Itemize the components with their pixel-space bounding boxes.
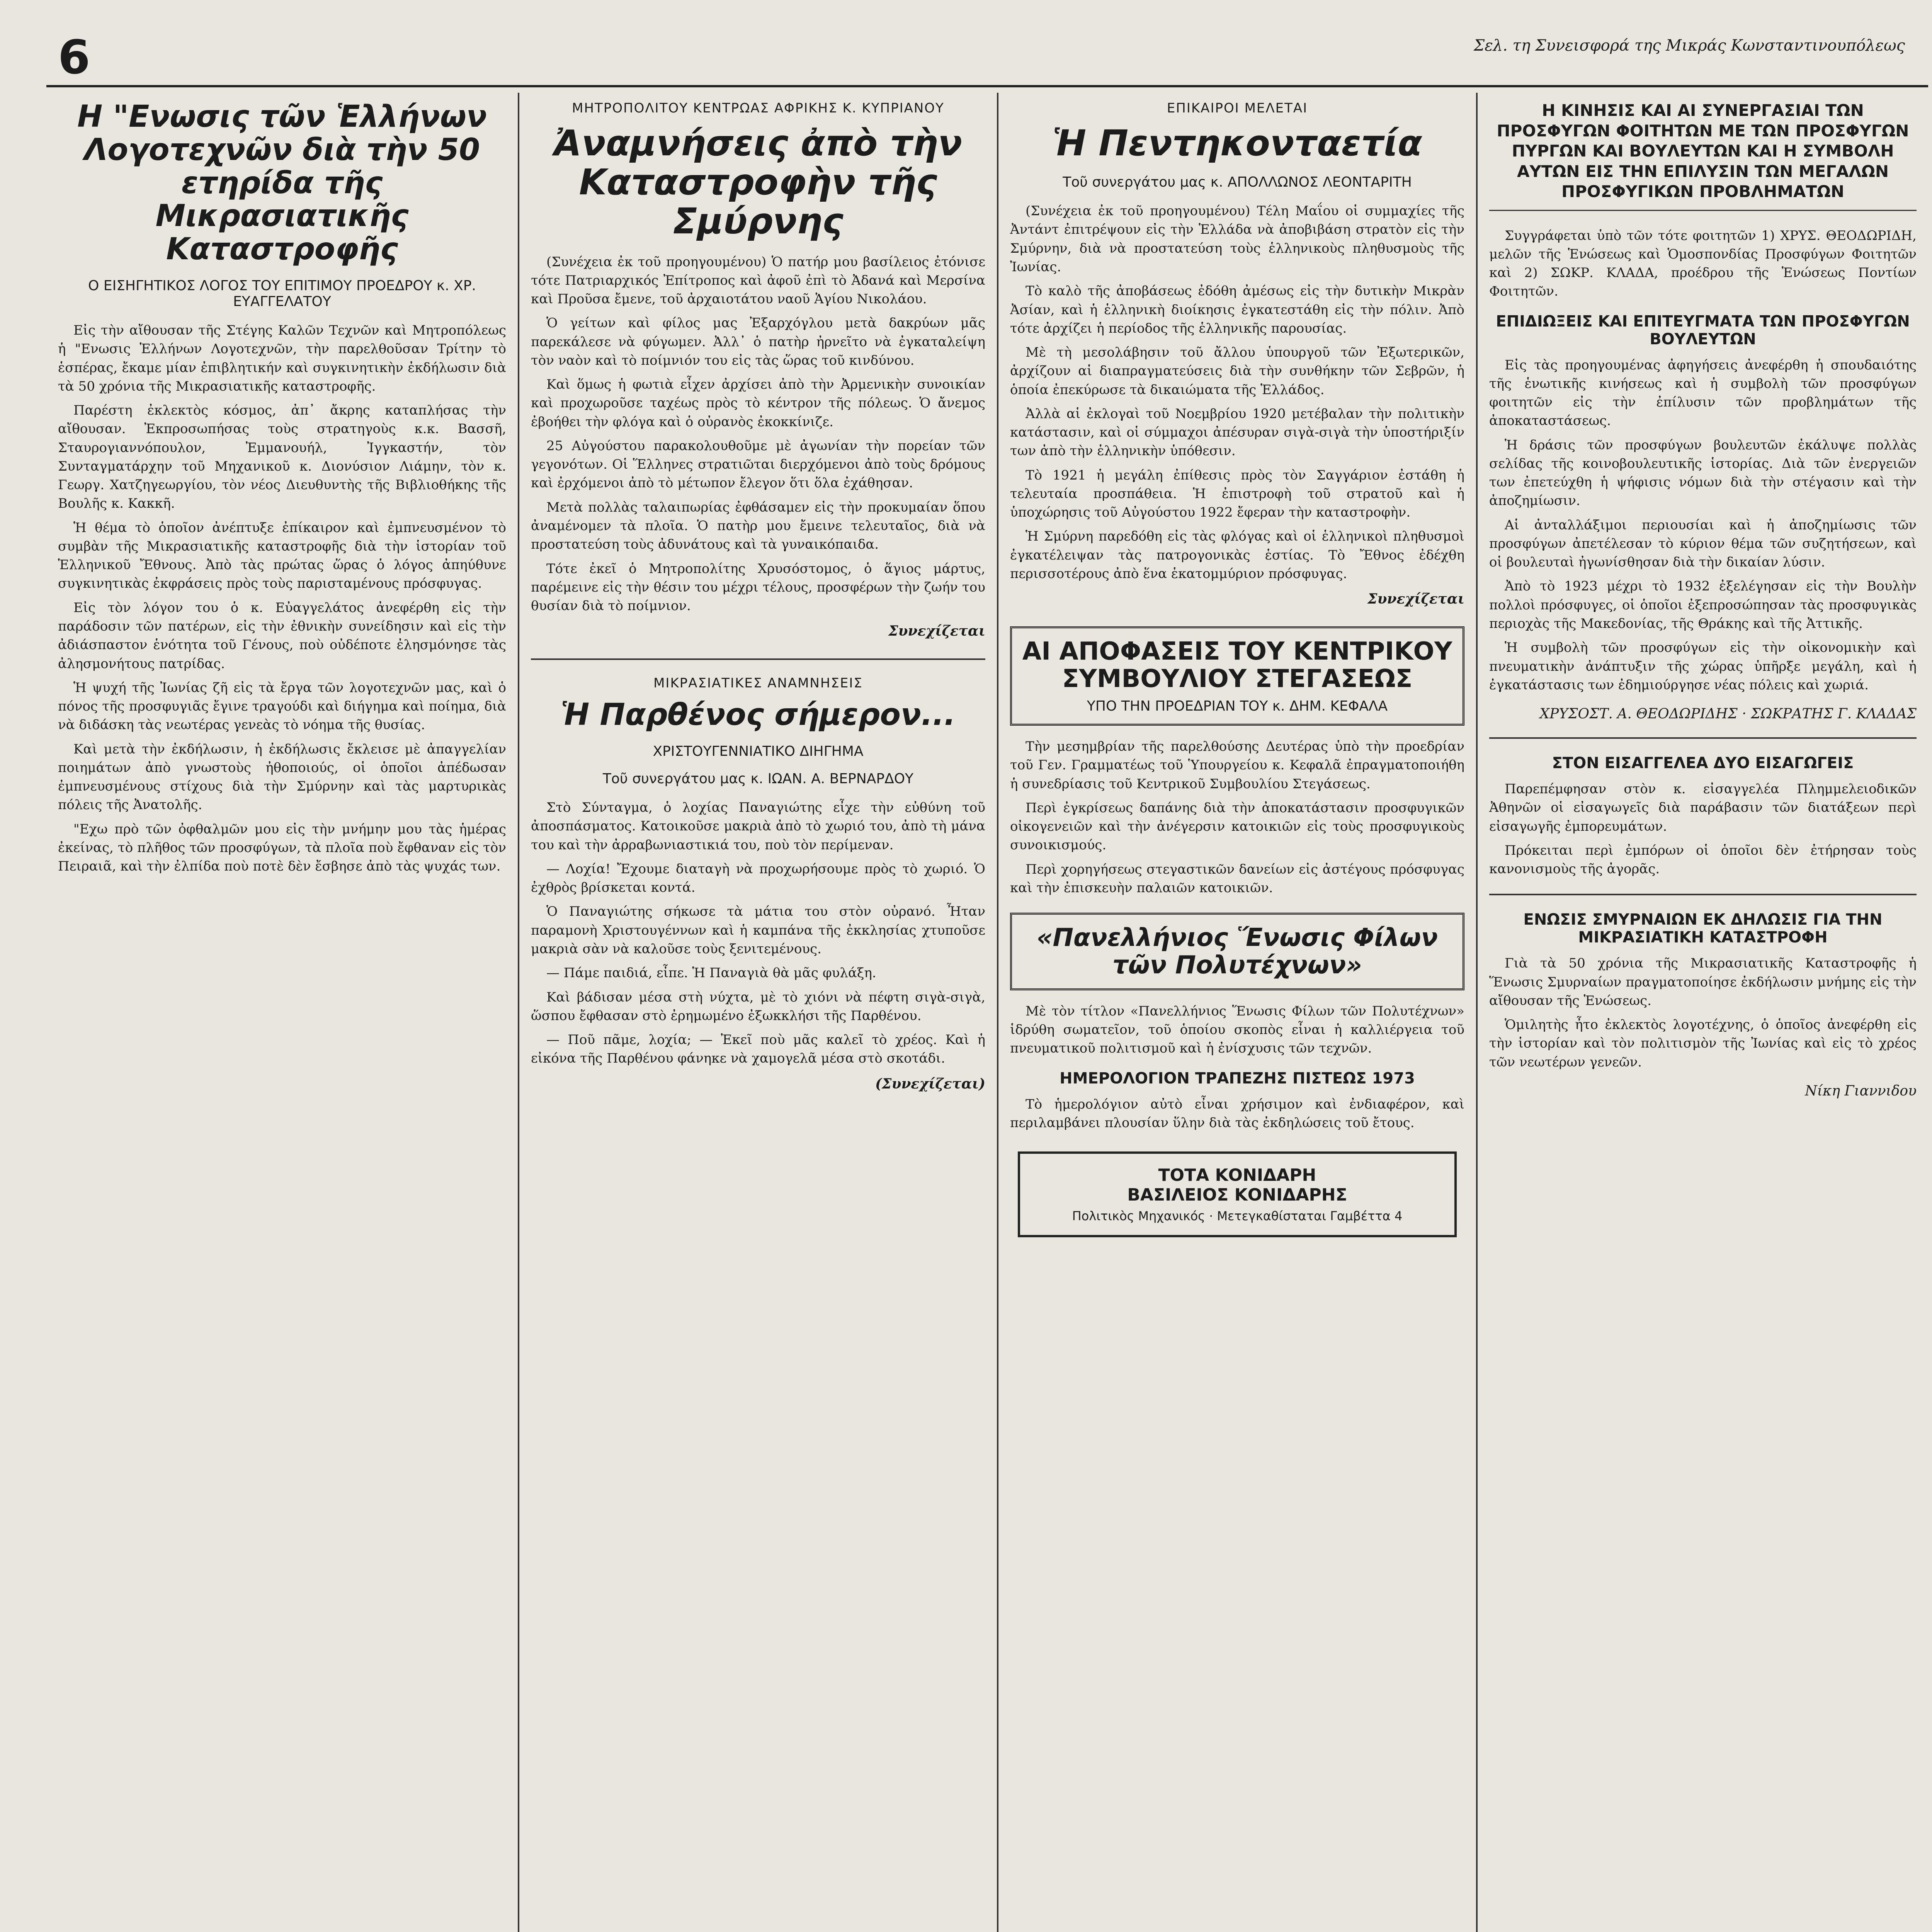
article-3-deck: ΧΡΙΣΤΟΥΓΕΝΝΙΑΤΙΚΟ ΔΙΗΓΗΜΑ bbox=[653, 743, 864, 760]
paragraph: Εἰς τὸν λόγον του ὁ κ. Εὐαγγελάτος ἀνεφέρθη εἰς τὴν παράδοσιν τῶν πατέρων, εἰς τὴν ἐθνικὴν συνείδησιν καὶ εἰς τὴν ἀδιάσπαστον ἑνότητα τοῦ Γένους, ποὺ οὐδέποτε ἐλησμόνησε τὰς ἀλησμονήτους πατρίδας. bbox=[58, 600, 506, 672]
article-3-body bbox=[531, 798, 985, 1068]
running-head: Σελ. τη Συνεισφορά της Μικράς Κωνσταντινουπόλεως bbox=[1473, 37, 1905, 54]
council-deck: ΥΠΟ ΤΗΝ ΠΡΟΕΔΡΙΑΝ ΤΟΥ κ. ΔΗΜ. ΚΕΦΑΛΑ bbox=[1087, 698, 1388, 714]
article-7-signature: Νίκη Γιαννιδου bbox=[1805, 1083, 1917, 1099]
article-4-headline: Ἡ Πεντηκονταετία bbox=[1052, 122, 1422, 164]
top-rule bbox=[46, 85, 1928, 87]
article-5-subhead: ΕΠΙΔΙΩΞΕΙΣ ΚΑΙ ΕΠΙΤΕΥΓΜΑΤΑ ΤΩΝ ΠΡΟΣΦΥΓΩΝ ΒΟΥΛΕΥΤΩΝ bbox=[1496, 312, 1910, 348]
paragraph: Παρεπέμφησαν στὸν κ. εἰσαγγελέα Πλημμελειοδικῶν Ἀθηνῶν οἱ εἰσαγωγεῖς διὰ παράβασιν τῶν διατάξεων περὶ εἰσαγωγῆς ἐμπορευμάτων. bbox=[1489, 781, 1917, 834]
paragraph: Ἀλλὰ αἱ ἐκλογαὶ τοῦ Νοεμβρίου 1920 μετέβαλαν τὴν πολιτικὴν κατάστασιν, καὶ οἱ σύμμαχοι ἀπέσυραν σιγὰ-σιγὰ τὴν ὑποστήριξίν των ἀπὸ τὴν ἑλληνικὴν ὑπόθεσιν. bbox=[1010, 406, 1464, 459]
paragraph: "Εχω πρὸ τῶν ὀφθαλμῶν μου εἰς τὴν μνήμην μου τὰς ἡμέρας ἐκείνας, τὸ πλῆθος τῶν προσφύγων, τὰ πλοῖα ποὺ ἔφθαναν εἰς τὸν Πειραιᾶ, καὶ τὴν ἐλπίδα ποὺ ποτὲ δὲν ἔσβησε ἀπὸ τὰς ψυχάς των. bbox=[58, 821, 506, 874]
paragraph: Εἰς τὴν αἴθουσαν τῆς Στέγης Καλῶν Τεχνῶν καὶ Μητροπόλεως ἡ "Ενωσις Ἑλλήνων Λογοτεχνῶν, τὴν παρελθοῦσαν Τρίτην τὸ ἑσπέρας, ἔκαμε μίαν ἐπιβλητικήν καὶ συγκινητικὴν ἐκδήλωσιν διὰ τὰ 50 χρόνια τῆς Μικρασιατικῆς καταστροφῆς. bbox=[58, 322, 506, 394]
paragraph: Τὸ 1921 ἡ μεγάλη ἐπίθεσις πρὸς τὸν Σαγγάριον ἐστάθη ἡ τελευταία προσπάθεια. Ἡ ἐπιστροφὴ τοῦ στρατοῦ καὶ ἡ ὑποχώρησις τοῦ Αὐγούστου 1922 ἔφεραν τὴν καταστροφὴν. bbox=[1010, 467, 1464, 520]
paragraph: Μὲ τὸν τίτλον «Πανελλήνιος Ἕνωσις Φίλων τῶν Πολυτέχνων» ἱδρύθη σωματεῖον, τοῦ ὁποίου σκοπὸς εἶναι ἡ καλλιέργεια τοῦ πνευματικοῦ πολιτισμοῦ καὶ ἡ ἐνίσχυσις τῶν τεχνῶν. bbox=[1010, 1003, 1464, 1056]
advertisement bbox=[1018, 1151, 1457, 1237]
paragraph: (Συνέχεια ἐκ τοῦ προηγουμένου) Ὁ πατήρ μου βασίλειος ἐτόνισε τότε Πατριαρχικός Ἐπίτροπος καὶ ἀφοῦ ἐπὶ τὸ Ἀδανά καὶ Μερσίνα καὶ Προῦσα ἔμενε, τοῦ ἀρχαιοτάτου ναοῦ Ἁγίου Νικολάου. bbox=[531, 254, 985, 307]
ad-name: ΤΟΤΑ ΚΟΝΙΔΑΡΗ bbox=[1158, 1165, 1316, 1185]
column-1 bbox=[46, 93, 518, 1932]
council-body bbox=[1010, 737, 1464, 897]
article-7-headline: ΕΝΩΣΙΣ ΣΜΥΡΝΑΙΩΝ ΕΚ ΔΗΛΩΣΙΣ ΓΙΑ ΤΗΝ ΜΙΚΡΑΣΙΑΤΙΚΗ ΚΑΤΑΣΤΡΟΦΗ bbox=[1523, 911, 1883, 947]
article-2-kicker: ΜΗΤΡΟΠΟΛΙΤΟΥ ΚΕΝΤΡΩΑΣ ΑΦΡΙΚΗΣ Κ. ΚΥΠΡΙΑΝΟΥ bbox=[572, 100, 944, 116]
article-1-body bbox=[58, 321, 506, 876]
paragraph: Ὁ Παναγιώτης σήκωσε τὰ μάτια του στὸν οὐρανό. Ἦταν παραμονὴ Χριστουγέννων καὶ ἡ καμπάνα τῆς ἐκκλησίας χτυποῦσε μακριὰ σὰν νὰ καλοῦσε τοὺς ξενιτεμένους. bbox=[531, 904, 985, 957]
article-6-body bbox=[1489, 780, 1917, 878]
paragraph: Περὶ χορηγήσεως στεγαστικῶν δανείων εἰς ἀστέγους πρόσφυγας καὶ τὴν ἐπισκευὴν παλαιῶν κατοικιῶν. bbox=[1010, 861, 1464, 896]
paragraph: Εἰς τὰς προηγουμένας ἀφηγήσεις ἀνεφέρθη ἡ σπουδαιότης τῆς ἑνωτικῆς κινήσεως καὶ ἡ συμβολὴ τῶν προσφύγων φοιτητῶν εἰς τὴν ἐπίλυσιν τῶν προβλημάτων τῆς ἀποκαταστάσεως. bbox=[1489, 357, 1917, 429]
article-5-headline: Η ΚΙΝΗΣΙΣ ΚΑΙ ΑΙ ΣΥΝΕΡΓΑΣΙΑΙ ΤΩΝ ΠΡΟΣΦΥΓΩΝ ΦΟΙΤΗΤΩΝ ΜΕ ΤΩΝ ΠΡΟΣΦΥΓΩΝ ΠΥΡΓΩΝ ΚΑΙ ΒΟΥΛΕΥΤΩΝ ΚΑΙ Η ΣΥΜΒΟΛΗ ΑΥΤΩΝ ΕΙΣ ΤΗΝ ΕΠΙΛΥΣΙΝ ΤΩΝ ΜΕΓΑΛΩΝ ΠΡΟΣΦΥΓΙΚΩΝ ΠΡΟΒΛΗΜΑΤΩΝ bbox=[1489, 100, 1917, 211]
paragraph: Γιὰ τὰ 50 χρόνια τῆς Μικρασιατικῆς Καταστροφῆς ἡ Ἕνωσις Σμυρναίων πραγματοποίησε ἐκδήλωσιν μνήμης εἰς τὴν αἴθουσαν τῆς Ἑνώσεως. bbox=[1489, 956, 1917, 1009]
paragraph: Τὸ ἡμερολόγιον αὐτὸ εἶναι χρήσιμον καὶ ἐνδιαφέρον, καὶ περιλαμβάνει πλουσίαν ὕλην διὰ τὰς ἐκδηλώσεις τοῦ ἔτους. bbox=[1010, 1096, 1464, 1131]
article-4-kicker: ΕΠΙΚΑΙΡΟΙ ΜΕΛΕΤΑΙ bbox=[1167, 100, 1308, 116]
paragraph: Αἱ ἀνταλλάξιμοι περιουσίαι καὶ ἡ ἀποζημίωσις τῶν προσφύγων ἀπετέλεσαν τὸ κύριον θέμα τῶν συζητήσεων, καὶ οἱ βουλευταὶ ἠγωνίσθησαν διὰ τὴν δικαίαν λύσιν. bbox=[1489, 517, 1917, 570]
union-body bbox=[1010, 1002, 1464, 1058]
paragraph: Καὶ ὅμως ἡ φωτιὰ εἶχεν ἀρχίσει ἀπὸ τὴν Ἀρμενικὴν συνοικίαν καὶ προχωροῦσε ταχέως πρὸς τὸ κέντρον τῆς πόλεως. Ὁ ἄνεμος ἐβοήθει τὴν φλόγα καὶ ὁ οὐρανὸς ἐκοκκίνιζε. bbox=[531, 377, 985, 430]
article-2-headline: Ἀναμνήσεις ἀπὸ τὴν Καταστροφὴν τῆς Σμύρνης bbox=[554, 122, 963, 242]
paragraph: — Λοχία! Ἔχουμε διαταγὴ νὰ προχωρήσουμε πρὸς τὸ χωριό. Ὁ ἐχθρὸς βρίσκεται κοντά. bbox=[531, 861, 985, 896]
paragraph: Ἡ δράσις τῶν προσφύγων βουλευτῶν ἐκάλυψε πολλὰς σελίδας τῆς κοινοβουλευτικῆς ἱστορίας. Διὰ τῶν ἐνεργειῶν των ἐπετεύχθη ἡ ψήφισις νόμων διὰ τὴν στέγασιν καὶ τὴν ἀποζημίωσιν. bbox=[1489, 437, 1917, 509]
column-2 bbox=[518, 93, 997, 1932]
paragraph: Τότε ἐκεῖ ὁ Μητροπολίτης Χρυσόστομος, ὁ ἅγιος μάρτυς, παρέμεινε εἰς τὴν θέσιν του μέχρι τέλους, προσφέρων τὴν ζωήν του θυσίαν διὰ τὸ ποίμνιον. bbox=[531, 561, 985, 614]
article-5-body bbox=[1489, 356, 1917, 695]
article-2-body bbox=[531, 253, 985, 616]
continued-note: (Συνεχίζεται) bbox=[875, 1075, 985, 1092]
divider bbox=[531, 658, 985, 660]
paragraph: — Πάμε παιδιά, εἶπε. Ἡ Παναγιὰ θὰ μᾶς φυλάξη. bbox=[546, 965, 876, 981]
paragraph: Καὶ βάδισαν μέσα στὴ νύχτα, μὲ τὸ χιόνι νὰ πέφτη σιγὰ-σιγὰ, ὥσπου ἔφθασαν στὸ ἐρημωμένο ἐξωκκλήσι τῆς Παρθένου. bbox=[531, 989, 985, 1024]
page-number: 6 bbox=[58, 31, 90, 85]
paragraph: Ὁ γείτων καὶ φίλος μας Ἐξαρχόγλου μετὰ δακρύων μᾶς παρεκάλεσε νὰ φύγωμεν. Ἀλλ᾽ ὁ πατὴρ ἠρνεῖτο νὰ ἐγκαταλείψη τὸν ναὸν καὶ τὸ ποίμνιόν του εἰς τὰς ὥρας τοῦ κινδύνου. bbox=[531, 315, 985, 368]
paragraph: Μετὰ πολλὰς ταλαιπωρίας ἐφθάσαμεν εἰς τὴν προκυμαίαν ὅπου ἀναμένομεν τὰ πλοῖα. Ὁ πατὴρ μου ἔμεινε τελευταῖος, διὰ νὰ προστατεύση τοὺς ἀδυνάτους καὶ τὰ γυναικόπαιδα. bbox=[531, 499, 985, 553]
divider bbox=[1489, 894, 1917, 895]
ad-text: Πολιτικὸς Μηχανικός · Μετεγκαθίσταται Γαμβέττα 4 bbox=[1072, 1209, 1403, 1224]
article-4-body bbox=[1010, 202, 1464, 583]
paragraph: Ἡ Σμύρνη παρεδόθη εἰς τὰς φλόγας καὶ οἱ ἑλληνικοὶ πληθυσμοὶ ἐγκατέλειψαν τὰς πατρογονικὰς ἑστίας. Τὸ Ἔθνος ἐδέχθη περισσοτέρους ἀπὸ ἕνα ἑκατομμύριον πρόσφυγας. bbox=[1010, 529, 1464, 582]
article-1-deck: Ο ΕΙΣΗΓΗΤΙΚΟΣ ΛΟΓΟΣ ΤΟΥ ΕΠΙΤΙΜΟΥ ΠΡΟΕΔΡΟΥ κ. ΧΡ. ΕΥΑΓΓΕΛΑΤΟΥ bbox=[88, 277, 476, 310]
divider bbox=[1489, 737, 1917, 739]
article-3-kicker: ΜΙΚΡΑΣΙΑΤΙΚΕΣ ΑΝΑΜΝΗΣΕΙΣ bbox=[653, 675, 863, 691]
paragraph: 25 Αὐγούστου παρακολουθοῦμε μὲ ἀγωνίαν τὴν πορείαν τῶν γεγονότων. Οἱ Ἕλληνες στρατιῶται διερχόμενοι ἀπὸ τοὺς δρόμους καὶ ἐρχόμενοι ἀπὸ τὸ μέτωπον ἔλεγον ὅτι ὅλα ἐχάθησαν. bbox=[531, 438, 985, 491]
paragraph: Ἡ ψυχή τῆς Ἰωνίας ζῆ εἰς τὰ ἔργα τῶν λογοτεχνῶν μας, καὶ ὁ πόνος τῆς προσφυγιᾶς ἔγινε τραγούδι καὶ διήγημα καὶ ποίημα, διὰ νὰ διδάσκη τὰς νεωτέρας γενεὰς τὸ νόημα τῆς θυσίας. bbox=[58, 680, 506, 733]
paragraph: Καὶ μετὰ τὴν ἐκδήλωσιν, ἡ ἐκδήλωσις ἔκλεισε μὲ ἀπαγγελίαν ποιημάτων ἀπὸ γνωστοὺς ἠθοποιούς, οἱ ὁποῖοι ἀπέδωσαν ἐμπνευσμένους στίχους διὰ τὴν Σμύρνην καὶ τὰς μαρτυρικὰς πόλεις τῆς Ἀνατολῆς. bbox=[58, 741, 506, 813]
paragraph: Τὴν μεσημβρίαν τῆς παρελθούσης Δευτέρας ὑπὸ τὴν προεδρίαν τοῦ Γεν. Γραμματέως τοῦ Ὑπουργείου κ. Κεφαλᾶ ἐπραγματοποιήθη ἡ συνεδρίασις τοῦ Κεντρικοῦ Συμβουλίου Στεγάσεως. bbox=[1010, 739, 1464, 792]
article-4-byline: Τοῦ συνεργάτου μας κ. ΑΠΟΛΛΩΝΟΣ ΛΕΟΝΤΑΡΙΤΗ bbox=[1063, 174, 1412, 190]
union-box bbox=[1010, 913, 1464, 990]
paragraph: Πρόκειται περὶ ἐμπόρων οἱ ὁποῖοι δὲν ἐτήρησαν τοὺς κανονισμοὺς τῆς ἀγορᾶς. bbox=[1489, 842, 1917, 877]
continued-note: Συνεχίζεται bbox=[1367, 591, 1464, 607]
calendar-body bbox=[1010, 1095, 1464, 1133]
column-4 bbox=[1476, 93, 1928, 1932]
paragraph: Μὲ τὴ μεσολάβησιν τοῦ ἄλλου ὑπουργοῦ τῶν Ἐξωτερικῶν, ἀρχίζουν αἱ διαπραγματεύσεις διὰ τὴν συνθήκην τῶν Σεβρῶν, ἡ ὁποία ἐπεκύρωσε τὰ δικαιώματα τῆς Ἑλλάδος. bbox=[1010, 345, 1464, 398]
paragraph: Τὸ καλὸ τῆς ἀποβάσεως ἐδόθη ἀμέσως εἰς τὴν δυτικὴν Μικρὰν Ἀσίαν, καὶ ἡ ἑλληνικὴ διοίκησις ἐγκατεστάθη εἰς τὴν πόλιν. Ἀπὸ τότε ἀρχίζει ἡ περίοδος τῆς ἑλληνικῆς παρουσίας. bbox=[1010, 283, 1464, 336]
paragraph: Συγγράφεται ὑπὸ τῶν τότε φοιτητῶν 1) ΧΡΥΣ. ΘΕΟΔΩΡΙΔΗ, μελῶν τῆς Ἑνώσεως καὶ Ὁμοσπονδίας Προσφύγων Φοιτητῶν καὶ 2) ΣΩΚΡ. ΚΛΑΔΑ, προέδρου τῆς Ἑνώσεως Ποντίων Φοιτητῶν. bbox=[1489, 228, 1917, 299]
paragraph: — Ποῦ πᾶμε, λοχία; — Ἐκεῖ ποὺ μᾶς καλεῖ τὸ χρέος. Καὶ ἡ εἰκόνα τῆς Παρθένου φάνηκε νὰ χαμογελᾶ μέσα στὸ σκοτάδι. bbox=[531, 1032, 985, 1066]
article-5-intro bbox=[1489, 226, 1917, 301]
paragraph: Ὁμιλητὴς ἦτο ἐκλεκτὸς λογοτέχνης, ὁ ὁποῖος ἀνεφέρθη εἰς τὴν ἱστορίαν καὶ τὸν πολιτισμὸν τῆς Ἰωνίας καὶ εἰς τὸ χρέος τῶν νεωτέρων γενεῶν. bbox=[1489, 1017, 1917, 1070]
paragraph: (Συνέχεια ἐκ τοῦ προηγουμένου) Τέλη Μαΐου οἱ συμμαχίες τῆς Ἀντάντ ἐπιτρέψουν εἰς τὴν Ἑλλάδα νὰ ἀποβιβάση στρατὸν εἰς τὴν Σμύρνην, διὰ νὰ προστατεύση τοὺς ἑλληνικοὺς πληθυσμοὺς τῆς Ἰωνίας. bbox=[1010, 203, 1464, 275]
continued-note: Συνεχίζεται bbox=[888, 623, 985, 639]
article-1-headline: Η "Ενωσις τῶν Ἑλλήνων Λογοτεχνῶν διὰ τὴν 50 ετηρίδα τῆς Μικρασιατικῆς Καταστροφῆς bbox=[77, 99, 487, 267]
paragraph: Ἡ θέμα τὸ ὁποῖον ἀνέπτυξε ἐπίκαιρον καὶ ἐμπνευσμένον τὸ συμβὰν τῆς Μικρασιατικῆς καταστροφῆς διὰ τὴν ἱστορίαν τοῦ Ἑλληνικοῦ Ἔθνους. Ἀπὸ τὰς πρώτας ὥρας ὁ λόγος ἀπηύθυνε συγκινητικὰς ἐκφράσεις πρὸς τοὺς παρισταμένους πρόσφυγας. bbox=[58, 520, 506, 592]
calendar-headline: ΗΜΕΡΟΛΟΓΙΟΝ ΤΡΑΠΕΖΗΣ ΠΙΣΤΕΩΣ 1973 bbox=[1060, 1069, 1415, 1087]
article-6-headline: ΣΤΟΝ ΕΙΣΑΓΓΕΛΕΑ ΔΥΟ ΕΙΣΑΓΩΓΕΙΣ bbox=[1552, 754, 1854, 772]
article-3-headline: Ἡ Παρθένος σήμερον... bbox=[561, 697, 956, 733]
column-3 bbox=[997, 93, 1476, 1932]
ad-name-2: ΒΑΣΙΛΕΙΟΣ ΚΟΝΙΔΑΡΗΣ bbox=[1127, 1185, 1347, 1205]
council-box bbox=[1010, 626, 1464, 726]
council-headline: ΑΙ ΑΠΟΦΑΣΕΙΣ ΤΟΥ ΚΕΝΤΡΙΚΟΥ ΣΥΜΒΟΥΛΙΟΥ ΣΤΕΓΑΣΕΩΣ bbox=[1022, 637, 1452, 693]
paragraph: Ἀπὸ τὸ 1923 μέχρι τὸ 1932 ἐξελέγησαν εἰς τὴν Βουλὴν πολλοὶ πρόσφυγες, οἱ ὁποῖοι ἐξεπροσώπησαν τὰς προσφυγικὰς περιοχὰς τῆς Μακεδονίας, τῆς Θράκης καὶ τῆς Ἀττικῆς. bbox=[1489, 578, 1917, 632]
article-5-signature: ΧΡΥΣΟΣΤ. Α. ΘΕΟΔΩΡΙΔΗΣ · ΣΩΚΡΑΤΗΣ Γ. ΚΛΑΔΑΣ bbox=[1539, 706, 1917, 722]
paragraph: Παρέστη ἐκλεκτὸς κόσμος, ἀπ᾽ ἄκρης καταπλήσας τὴν αἴθουσαν. Ἐκπροσωπήσας τοὺς στρατηγοὺς κ.κ. Βασσῆ, Σταυρογιαννόπουλον, Ἐμμανουήλ, Ἰγγκαστήν, τὸν Συνταγματάρχην τοῦ Μηχανικοῦ κ. Διονύσιον Λιάμην, τὸν κ. Γεωργ. Χατζηγεωργίου, τὸν νέος Διευθυντὴς τῆς Βιβλιοθήκης τῆς Βουλῆς κ. Κακκῆ. bbox=[58, 403, 506, 512]
paragraph: Περὶ ἐγκρίσεως δαπάνης διὰ τὴν ἀποκατάστασιν προσφυγικῶν οἰκογενειῶν καὶ τὴν ἀνέγερσιν κατοικιῶν εἰς τοὺς προσφυγικοὺς συνοικισμούς. bbox=[1010, 800, 1464, 853]
paragraph: Στὸ Σύνταγμα, ὁ λοχίας Παναγιώτης εἶχε τὴν εὐθύνη τοῦ ἀποσπάσματος. Κατοικοῦσε μακριὰ ἀπὸ τὸ χωριό του, ἀπὸ τὴ μάνα του καὶ τὴν ἀρραβωνιαστικιά του, ποὺ τὸν περίμεναν. bbox=[531, 800, 985, 853]
article-7-body bbox=[1489, 954, 1917, 1071]
paragraph: Ἡ συμβολὴ τῶν προσφύγων εἰς τὴν οἰκονομικὴν καὶ πνευματικὴν ἀνάπτυξιν τῆς χώρας ὑπῆρξε μεγάλη, καὶ ἡ ἐγκατάστασις των ἐδημιούργησε νέας πόλεις καὶ χωριά. bbox=[1489, 640, 1917, 693]
union-headline: «Πανελλήνιος Ἕνωσις Φίλων τῶν Πολυτέχνων» bbox=[1036, 923, 1438, 980]
article-3-byline: Τοῦ συνεργάτου μας κ. ΙΩΑΝ. Α. ΒΕΡΝΑΡΔΟΥ bbox=[602, 771, 914, 787]
